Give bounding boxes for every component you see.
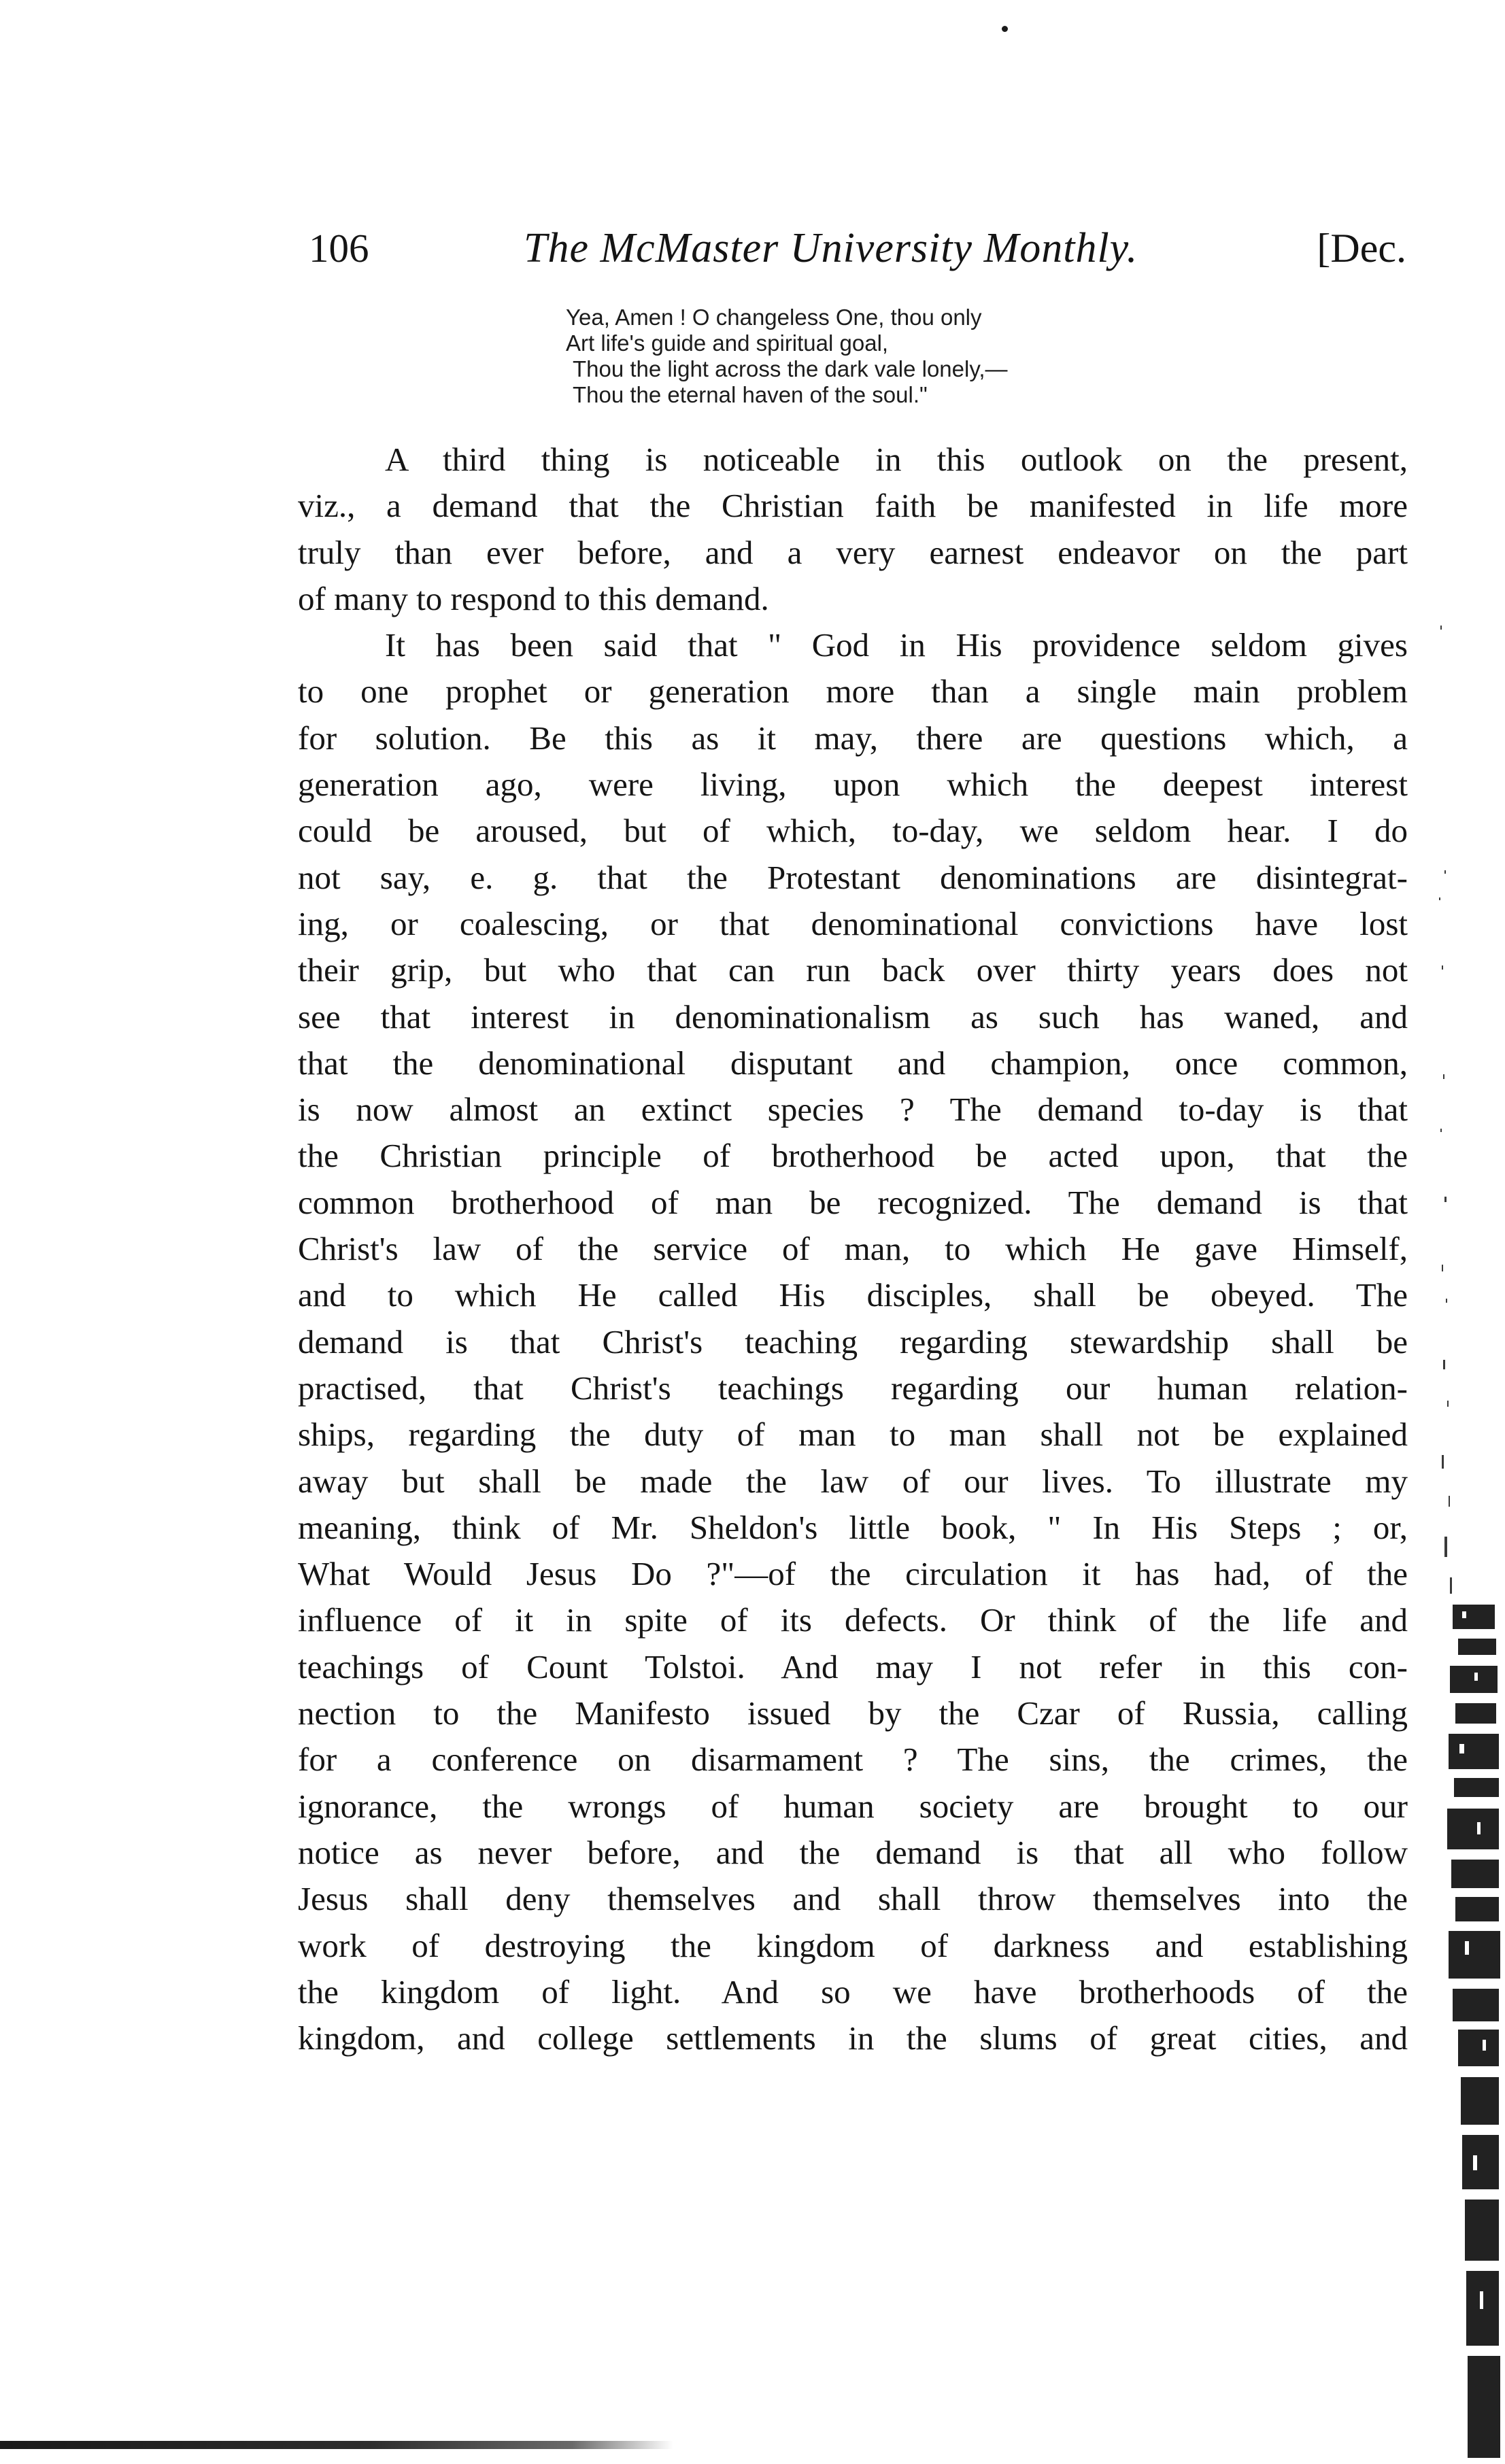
scan-edge-rule (0, 2441, 673, 2449)
paragraph-line: influence of it in spite of its defects. Or think of the life and (298, 1601, 1408, 1639)
paragraph-line: common brotherhood of man be recognized. The demand is that (298, 1183, 1408, 1221)
paragraph-line: meaning, think of Mr. Sheldon's little book, " In His Steps ; or, (298, 1508, 1408, 1546)
paragraph-line: Christ's law of the service of man, to which He gave Himself, (298, 1230, 1408, 1268)
paragraph-line: Jesus shall deny themselves and shall throw themselves into the (298, 1880, 1408, 1918)
paragraph-line: demand is that Christ's teaching regarding stewardship shall be (298, 1322, 1408, 1361)
running-header (309, 224, 1406, 286)
paragraph-line: teachings of Count Tolstoi. And may I not refer in this con- (298, 1647, 1408, 1686)
paragraph-line: that the denominational disputant and champion, once common, (298, 1044, 1408, 1082)
paragraph-line: viz., a demand that the Christian faith be manifested in life more (298, 487, 1408, 525)
scan-speck (1002, 26, 1008, 32)
paragraph-line: notice as never before, and the demand is that all who follow (298, 1833, 1408, 1871)
paragraph-line: to one prophet or generation more than a single main problem (298, 672, 1408, 711)
article-body (298, 437, 1408, 2061)
paragraph-line: could be aroused, but of which, to-day, we seldom hear. I do (298, 812, 1408, 850)
paragraph-line: is now almost an extinct species ? The demand to-day is that (298, 1091, 1408, 1129)
paragraph-line: ships, regarding the duty of man to man shall not be explained (298, 1416, 1408, 1454)
paragraph-line: see that interest in denominationalism as such has waned, and (298, 997, 1408, 1036)
paragraph-line: generation ago, were living, upon which the deepest interest (298, 766, 1408, 804)
paragraph-line: away but shall be made the law of our lives. To illustrate my (298, 1462, 1408, 1500)
paragraph-line: practised, that Christ's teachings regarding our human relation- (298, 1369, 1408, 1407)
paragraph-line: their grip, but who that can run back over thirty years does not (298, 951, 1408, 989)
poem-line: Thou the eternal haven of the soul." (573, 382, 928, 407)
paragraph-line: the Christian principle of brotherhood be acted upon, that the (298, 1137, 1408, 1175)
paragraph-line: and to which He called His disciples, shall be obeyed. The (298, 1276, 1408, 1314)
poem-quotation (566, 305, 1178, 408)
paragraph-line: truly than ever before, and a very earnest endeavor on the part (298, 533, 1408, 571)
paragraph-line: nection to the Manifesto issued by the Czar of Russia, calling (298, 1694, 1408, 1732)
paragraph-line: work of destroying the kingdom of darkness and establishing (298, 1926, 1408, 1964)
poem-line: Thou the light across the dark vale lonely,— (573, 356, 1008, 381)
poem-line: Yea, Amen ! O changeless One, thou only (566, 305, 982, 330)
journal-title: The McMaster University Monthly. (524, 225, 1138, 271)
issue-month: [Dec. (1317, 226, 1406, 271)
paragraph-line: A third thing is noticeable in this outlook on the present, (385, 441, 1408, 478)
page-number: 106 (309, 226, 369, 271)
paragraph-line: ing, or coalescing, or that denominational convictions have lost (298, 904, 1408, 942)
paragraph-line: of many to respond to this demand. (298, 579, 769, 617)
binding-edge-noise (1435, 612, 1505, 2464)
paragraph-line: the kingdom of light. And so we have brotherhoods of the (298, 1972, 1408, 2010)
paragraph-line: ignorance, the wrongs of human society are brought to our (298, 1787, 1408, 1825)
paragraph-line: What Would Jesus Do ?"—of the circulation it has had, of the (298, 1555, 1408, 1593)
paragraph-line: It has been said that " God in His providence seldom gives (385, 626, 1408, 664)
paragraph-line: for a conference on disarmament ? The sins, the crimes, the (298, 1741, 1408, 1779)
paragraph-line: kingdom, and college settlements in the slums of great cities, and (298, 2019, 1408, 2057)
poem-line: Art life's guide and spiritual goal, (566, 330, 889, 356)
paragraph-line: not say, e. g. that the Protestant denominations are disintegrat- (298, 858, 1408, 896)
paragraph-line: for solution. Be this as it may, there are questions which, a (298, 719, 1408, 757)
